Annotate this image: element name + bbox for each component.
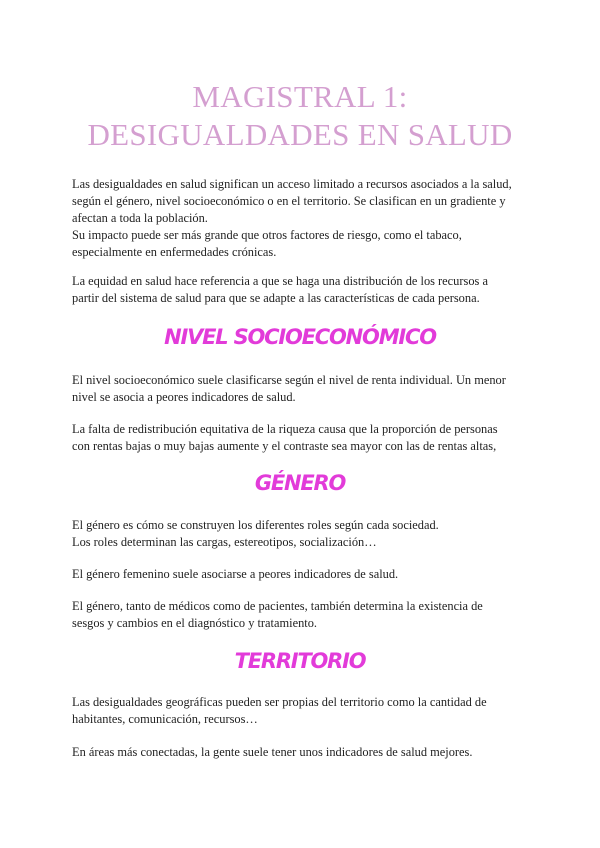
document-title-line-1: MAGISTRAL 1: xyxy=(192,79,408,114)
territorio-paragraph-1 xyxy=(72,694,542,728)
text-line: La falta de redistribución equitativa de la riqueza causa que la proporción de personas xyxy=(72,422,498,436)
text-line: sesgos y cambios en el diagnóstico y tratamiento. xyxy=(72,616,318,630)
text-line: El nivel socioeconómico suele clasificarse según el nivel de renta individual. Un menor xyxy=(72,373,506,387)
text-line: nivel se asocia a peores indicadores de salud. xyxy=(72,390,296,404)
section-heading-genero: GÉNERO xyxy=(254,471,346,495)
text-line: con rentas bajas o muy bajas aumente y el contraste sea mayor con las de rentas altas, xyxy=(72,439,497,453)
territorio-paragraph-2 xyxy=(72,744,542,761)
text-line: El género, tanto de médicos como de pacientes, también determina la existencia de xyxy=(72,599,483,613)
text-line: afectan a toda la población. xyxy=(72,211,208,225)
document-title-line-2: DESIGUALDADES EN SALUD xyxy=(87,117,513,152)
socio-paragraph-2 xyxy=(72,421,542,455)
genero-paragraph-2 xyxy=(72,566,542,583)
section-heading-territorio: TERRITORIO xyxy=(234,649,366,673)
text-line: habitantes, comunicación, recursos… xyxy=(72,712,258,726)
text-line: especialmente en enfermedades crónicas. xyxy=(72,245,277,259)
section-heading-socioeconomico: NIVEL SOCIOECONÓMICO xyxy=(164,325,436,349)
text-line: Las desigualdades en salud significan un acceso limitado a recursos asociados a la salud, xyxy=(72,177,512,191)
text-line: Los roles determinan las cargas, estereotipos, socialización… xyxy=(72,535,377,549)
text-line: La equidad en salud hace referencia a que se haga una distribución de los recursos a xyxy=(72,274,488,288)
text-line: En áreas más conectadas, la gente suele tener unos indicadores de salud mejores. xyxy=(72,745,473,759)
genero-paragraph-3 xyxy=(72,598,542,632)
text-line: partir del sistema de salud para que se adapte a las características de cada persona. xyxy=(72,291,480,305)
text-line: El género es cómo se construyen los diferentes roles según cada sociedad. xyxy=(72,518,439,532)
text-line: Las desigualdades geográficas pueden ser propias del territorio como la cantidad de xyxy=(72,695,487,709)
text-line: Su impacto puede ser más grande que otros factores de riesgo, como el tabaco, xyxy=(72,228,462,242)
intro-paragraph-1 xyxy=(72,176,542,261)
socio-paragraph-1 xyxy=(72,372,542,406)
intro-paragraph-2 xyxy=(72,273,542,307)
text-line: El género femenino suele asociarse a peores indicadores de salud. xyxy=(72,567,399,581)
genero-paragraph-1 xyxy=(72,517,542,551)
text-line: según el género, nivel socioeconómico o en el territorio. Se clasifican en un gradiente y xyxy=(72,194,506,208)
